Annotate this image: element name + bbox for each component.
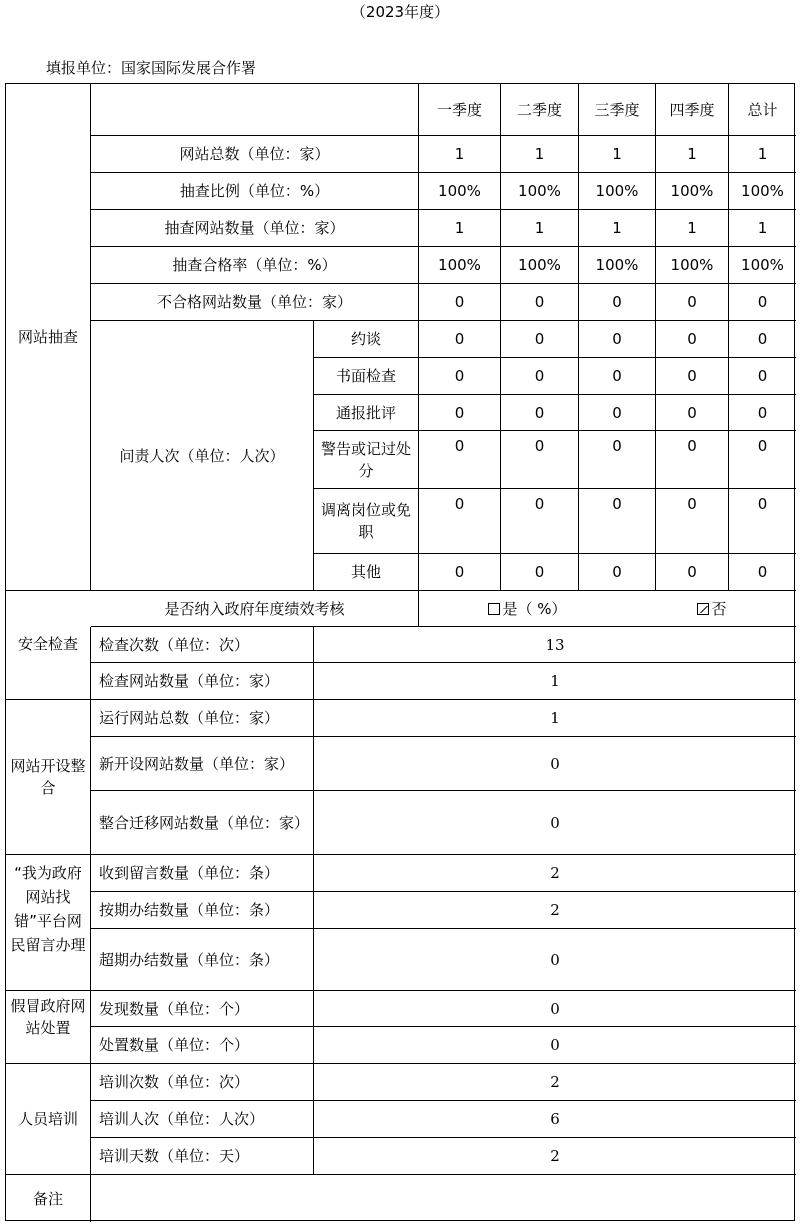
quarter-value: 1 [419,136,501,173]
reporting-unit: 填报单位：国家国际发展合作署 [46,59,257,77]
row-label: 抽查比例（单位：%） [91,173,419,210]
row-value: 2 [314,1138,796,1175]
quarter-value: 0 [656,284,729,321]
quarter-value: 0 [579,395,656,431]
report-year: （2023年度） [350,3,450,21]
row-label: 检查网站数量（单位：家） [91,663,314,700]
performance-no-label: 否 [711,599,727,618]
quarter-value: 0 [501,554,579,591]
accountability-type: 约谈 [314,321,419,358]
quarter-value: 0 [656,395,729,431]
quarter-value: 0 [579,431,656,489]
accountability-type: 通报批评 [314,395,419,431]
accountability-type: 调离岗位或免职 [314,489,419,554]
quarter-value: 100% [656,247,729,284]
quarter-value: 100% [501,173,579,210]
row-label: 网站总数（单位：家） [91,136,419,173]
row-label: 培训次数（单位：次） [91,1064,314,1101]
col-header: 一季度 [419,84,501,136]
quarter-value: 0 [501,395,579,431]
quarter-value: 0 [656,554,729,591]
row-value: 0 [314,991,796,1027]
quarter-value: 0 [501,489,579,554]
quarter-value: 1 [579,136,656,173]
row-label: 培训天数（单位：天） [91,1138,314,1175]
quarter-value: 1 [579,210,656,247]
checkbox-icon[interactable] [488,603,500,615]
performance-label: 是否纳入政府年度绩效考核 [91,591,419,627]
remarks-value [91,1175,796,1222]
col-header: 四季度 [656,84,729,136]
quarter-value: 0 [729,395,796,431]
col-header: 二季度 [501,84,579,136]
quarter-value: 0 [579,321,656,358]
row-value: 1 [314,663,796,700]
quarter-value: 100% [579,173,656,210]
row-label: 整合迁移网站数量（单位：家） [91,791,314,855]
row-value: 0 [314,791,796,855]
row-label: 按期办结数量（单位：条） [91,892,314,929]
section-label-website-check: 网站抽查 [6,84,91,591]
row-label: 收到留言数量（单位：条） [91,855,314,892]
quarter-value: 0 [579,489,656,554]
quarter-value: 0 [656,358,729,395]
quarter-value: 0 [419,284,501,321]
section-label-security: 安全检查 [6,627,91,700]
quarter-value: 0 [579,554,656,591]
accountability-type: 其他 [314,554,419,591]
quarter-value: 100% [419,173,501,210]
quarter-value: 0 [419,554,501,591]
quarter-value: 100% [729,173,796,210]
statistics-table [5,83,795,1221]
quarter-value: 100% [729,247,796,284]
checked-checkbox-icon[interactable] [697,603,709,615]
row-label: 不合格网站数量（单位：家） [91,284,419,321]
quarter-value: 0 [501,321,579,358]
row-value: 2 [314,1064,796,1101]
row-value: 2 [314,892,796,929]
quarter-value: 100% [656,173,729,210]
quarter-value: 100% [501,247,579,284]
row-label: 处置数量（单位：个） [91,1027,314,1064]
row-value: 13 [314,627,796,663]
section-label-integration: 网站开设整合 [6,700,91,855]
row-label: 培训人次（单位：人次） [91,1101,314,1138]
quarter-value: 0 [656,321,729,358]
quarter-value: 0 [419,358,501,395]
row-value: 0 [314,1027,796,1064]
quarter-value: 0 [579,284,656,321]
quarter-value: 0 [501,431,579,489]
row-label: 抽查合格率（单位：%） [91,247,419,284]
row-label: 发现数量（单位：个） [91,991,314,1027]
performance-no-option[interactable] [697,598,726,620]
quarter-value: 0 [729,431,796,489]
row-label: 运行网站总数（单位：家） [91,700,314,737]
quarter-value: 1 [419,210,501,247]
accountability-type: 书面检查 [314,358,419,395]
quarter-value: 0 [729,489,796,554]
quarter-value: 0 [729,284,796,321]
quarter-value: 1 [501,210,579,247]
row-value: 0 [314,929,796,991]
quarter-value: 0 [419,489,501,554]
header-blank-cell [91,84,419,136]
performance-yes-label: 是（ %） [502,599,567,618]
section-label-counterfeit: 假冒政府网站处置 [6,991,91,1064]
quarter-value: 1 [656,136,729,173]
col-header: 总计 [729,84,796,136]
row-label: 抽查网站数量（单位：家） [91,210,419,247]
performance-yes-option[interactable] [488,598,566,620]
quarter-value: 100% [579,247,656,284]
quarter-value: 0 [729,554,796,591]
col-header: 三季度 [579,84,656,136]
remarks-label: 备注 [6,1175,91,1222]
row-value: 2 [314,855,796,892]
row-label: 新开设网站数量（单位：家） [91,737,314,791]
performance-options [419,591,796,627]
accountability-label: 问责人次（单位：人次） [91,321,314,591]
quarter-value: 100% [419,247,501,284]
row-label: 检查次数（单位：次） [91,627,314,663]
quarter-value: 0 [656,489,729,554]
section-label-feedback: “我为政府网站找错”平台网民留言办理 [6,855,91,991]
quarter-value: 1 [656,210,729,247]
accountability-type: 警告或记过处分 [314,431,419,489]
row-value: 1 [314,700,796,737]
quarter-value: 0 [656,431,729,489]
row-value: 6 [314,1101,796,1138]
row-value: 0 [314,737,796,791]
quarter-value: 0 [419,395,501,431]
quarter-value: 1 [501,136,579,173]
quarter-value: 0 [729,358,796,395]
quarter-value: 1 [729,136,796,173]
row-label: 超期办结数量（单位：条） [91,929,314,991]
section-label-training: 人员培训 [6,1064,91,1175]
quarter-value: 0 [579,358,656,395]
quarter-value: 0 [419,431,501,489]
quarter-value: 0 [729,321,796,358]
quarter-value: 0 [501,284,579,321]
quarter-value: 1 [729,210,796,247]
quarter-value: 0 [419,321,501,358]
quarter-value: 0 [501,358,579,395]
